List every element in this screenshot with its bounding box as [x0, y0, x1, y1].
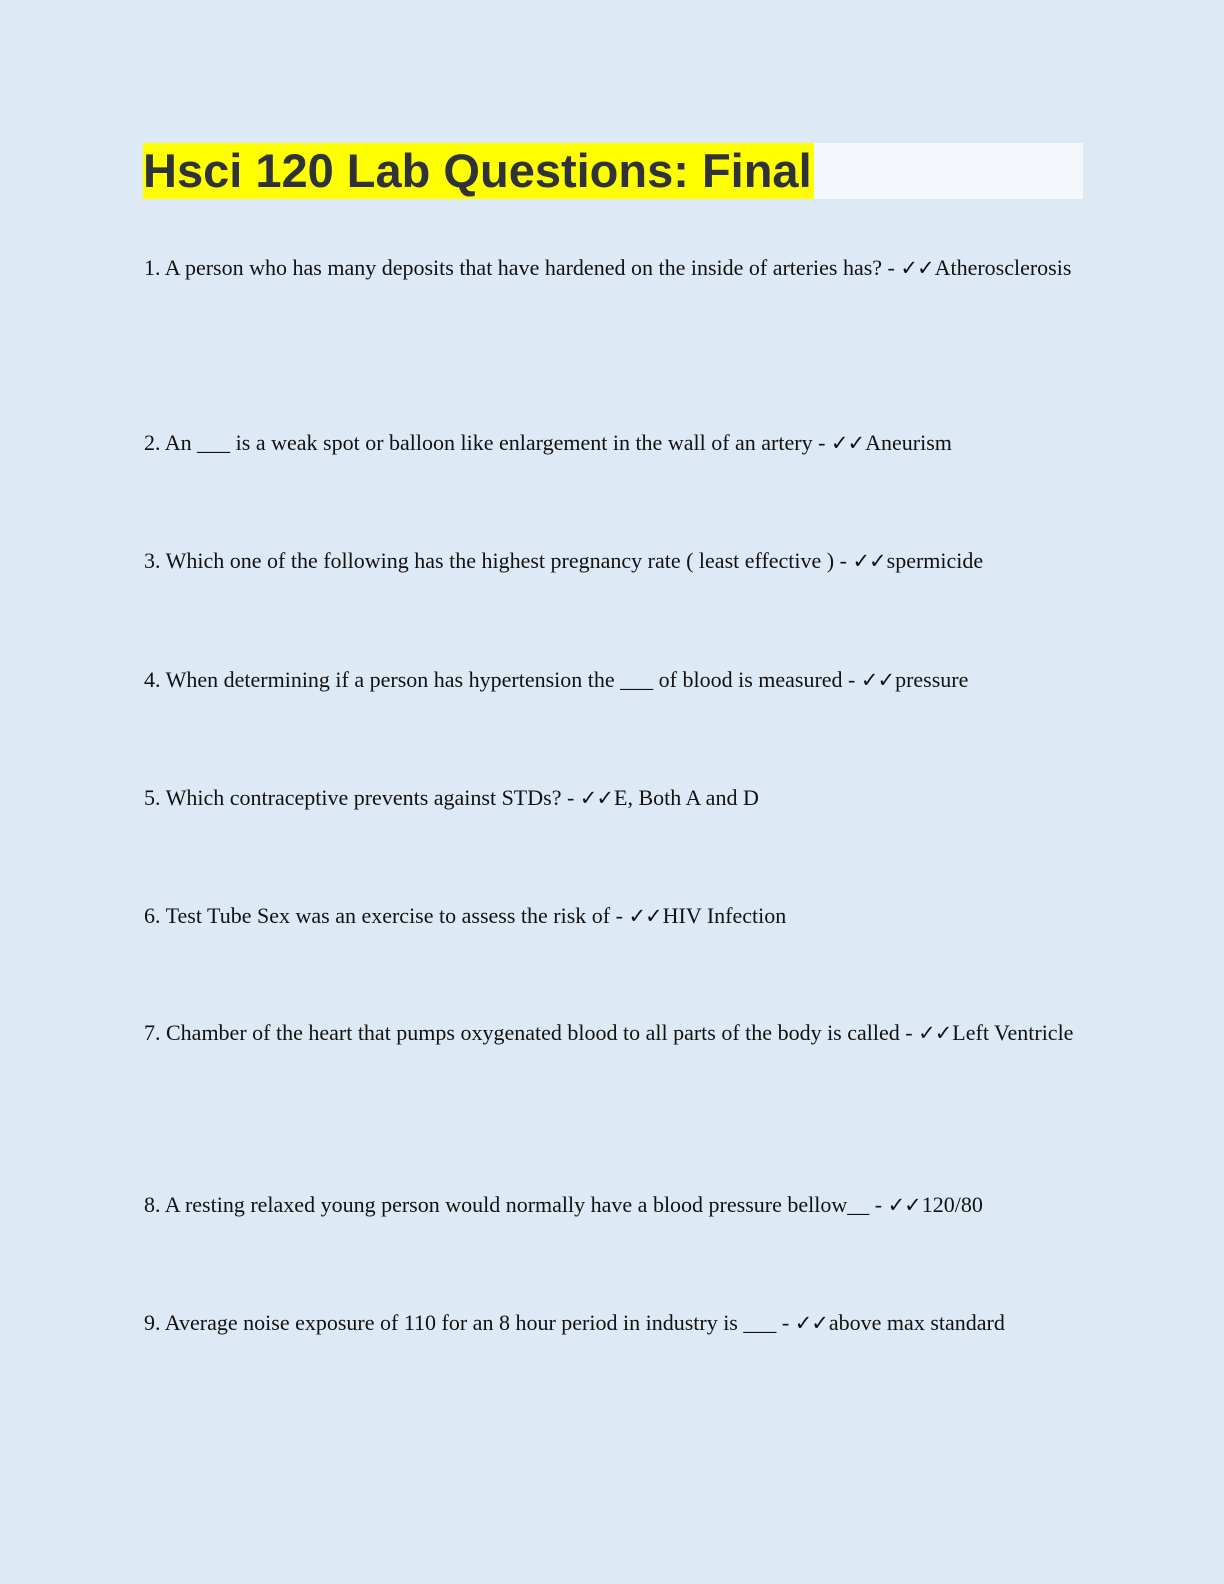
qa-item: [144, 1003, 1084, 1063]
question-text: 6. Test Tube Sex was an exercise to assess the risk of -: [144, 903, 623, 928]
qa-item: [144, 531, 1084, 591]
qa-item: [144, 768, 1084, 828]
check-icon: ✓✓: [860, 668, 895, 692]
answer-text: HIV Infection: [662, 903, 787, 928]
qa-item: [144, 238, 1084, 298]
page-title: Hsci 120 Lab Questions: Final: [143, 144, 812, 197]
question-text: 1. A person who has many deposits that have hardened on the inside of arteries has? -: [144, 255, 895, 280]
qa-item: [144, 1293, 1084, 1353]
check-icon: ✓✓: [830, 431, 865, 455]
question-text: 5. Which contraceptive prevents against STDs? -: [144, 785, 575, 810]
question-text: 2. An ___ is a weak spot or balloon like enlargement in the wall of an artery -: [144, 430, 826, 455]
check-icon: ✓✓: [794, 1311, 828, 1335]
qa-item: [144, 1175, 1084, 1235]
question-text: 8. A resting relaxed young person would normally have a blood pressure bellow__ -: [144, 1192, 883, 1217]
check-icon: ✓✓: [900, 256, 934, 280]
check-icon: ✓✓: [887, 1193, 921, 1217]
check-icon: ✓✓: [918, 1021, 952, 1045]
answer-text: E, Both A and D: [614, 785, 759, 810]
question-text: 9. Average noise exposure of 110 for an 8 hour period in industry is ___ -: [144, 1310, 790, 1335]
qa-item: [144, 413, 1084, 473]
question-text: 7. Chamber of the heart that pumps oxygenated blood to all parts of the body is called -: [144, 1020, 913, 1045]
answer-text: spermicide: [886, 548, 984, 573]
check-icon: ✓✓: [852, 549, 886, 573]
check-icon: ✓✓: [579, 786, 613, 810]
qa-item: [144, 886, 1084, 946]
question-text: 3. Which one of the following has the highest pregnancy rate ( least effective ) -: [144, 548, 847, 573]
question-text: 4. When determining if a person has hypertension the ___ of blood is measured -: [144, 667, 856, 692]
answer-text: above max standard: [828, 1310, 1005, 1335]
qa-item: [144, 650, 1084, 710]
answer-text: Aneurism: [865, 430, 952, 455]
answer-text: 120/80: [921, 1192, 983, 1217]
check-icon: ✓✓: [628, 904, 662, 928]
answer-text: pressure: [895, 667, 969, 692]
answer-text: Atherosclerosis: [934, 255, 1072, 280]
answer-text: Left Ventricle: [952, 1020, 1074, 1045]
